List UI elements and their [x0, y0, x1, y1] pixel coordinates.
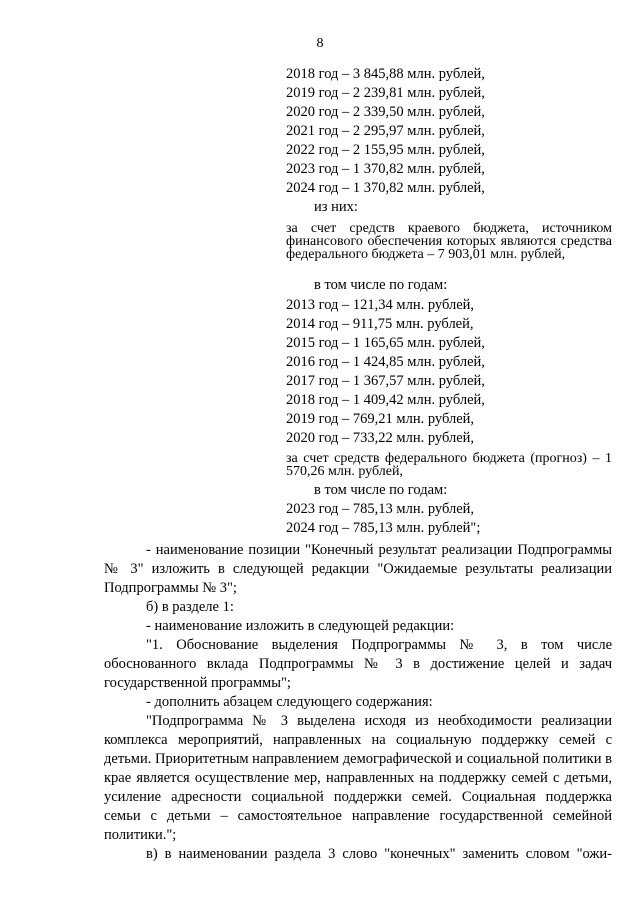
year-line: 2023 год – 785,13 млн. рублей,: [286, 501, 475, 517]
year-line: 2018 год – 3 845,88 млн. рублей,: [286, 66, 485, 82]
paragraph: "Подпрограмма № 3 выделена исходя из необходимости реализации комплекса мероприятий, направленных на социальную поддержку семей с детьми. Приоритетным направлением демографической и социальной политики в крае является осуществление мер, направленных на поддержку семей с детьми, усиление адресности социальной поддержки семей. Социальная поддержка семьи с детьми – самостоятельное направление государственной семейной политики.";: [104, 713, 612, 843]
year-line: 2020 год – 2 339,50 млн. рублей,: [286, 104, 485, 120]
year-line: 2020 год – 733,22 млн. рублей,: [286, 430, 475, 446]
year-line: 2021 год – 2 295,97 млн. рублей,: [286, 123, 485, 139]
year-line: 2024 год – 785,13 млн. рублей";: [286, 520, 481, 536]
paragraph: - наименование позиции "Конечный результат реализации Подпрограммы № 3" изложить в следующей редакции "Ожидаемые результаты реализации Подпрограммы № 3";: [104, 542, 612, 596]
amendments-text: [104, 541, 612, 864]
year-line: 2016 год – 1 424,85 млн. рублей,: [286, 354, 485, 370]
of-them-label: из них:: [314, 199, 358, 215]
year-line: 2024 год – 1 370,82 млн. рублей,: [286, 180, 485, 196]
total-funding-by-years: [286, 65, 616, 198]
year-line: 2018 год – 1 409,42 млн. рублей,: [286, 392, 485, 408]
paragraph: - наименование изложить в следующей редакции:: [146, 618, 455, 634]
year-line: 2023 год – 1 370,82 млн. рублей,: [286, 161, 485, 177]
including-by-years-label: в том числе по годам:: [314, 277, 448, 293]
federal-budget-note: за счет средств федерального бюджета (прогноз) – 1 570,26 млн. рублей,: [286, 451, 612, 479]
paragraph: - дополнить абзацем следующего содержания:: [146, 694, 433, 710]
year-line: 2017 год – 1 367,57 млн. рублей,: [286, 373, 485, 389]
paragraph: "1. Обоснование выделения Подпрограммы № 3, в том числе обоснованного вклада Подпрограммы № 3 в достижение целей и задач государственной программы";: [104, 637, 612, 691]
year-line: 2019 год – 769,21 млн. рублей,: [286, 411, 475, 427]
including-by-years-label: в том числе по годам:: [314, 482, 448, 498]
paragraph: б) в разделе 1:: [146, 599, 234, 615]
year-line: 2015 год – 1 165,65 млн. рублей,: [286, 335, 485, 351]
page-number: 8: [316, 36, 324, 51]
year-line: 2019 год – 2 239,81 млн. рублей,: [286, 85, 485, 101]
paragraph: в) в наименовании раздела 3 слово "конечных" заменить словом "ожи-: [146, 846, 612, 862]
regional-budget-note: за счет средств краевого бюджета, источником финансового обеспечения которых являются средства федерального бюджета – 7 903,01 млн. рублей,: [286, 221, 612, 262]
year-line: 2014 год – 911,75 млн. рублей,: [286, 316, 474, 332]
year-line: 2022 год – 2 155,95 млн. рублей,: [286, 142, 485, 158]
year-line: 2013 год – 121,34 млн. рублей,: [286, 297, 475, 313]
federal-funding-by-years: [286, 500, 616, 538]
regional-funding-by-years: [286, 296, 616, 448]
